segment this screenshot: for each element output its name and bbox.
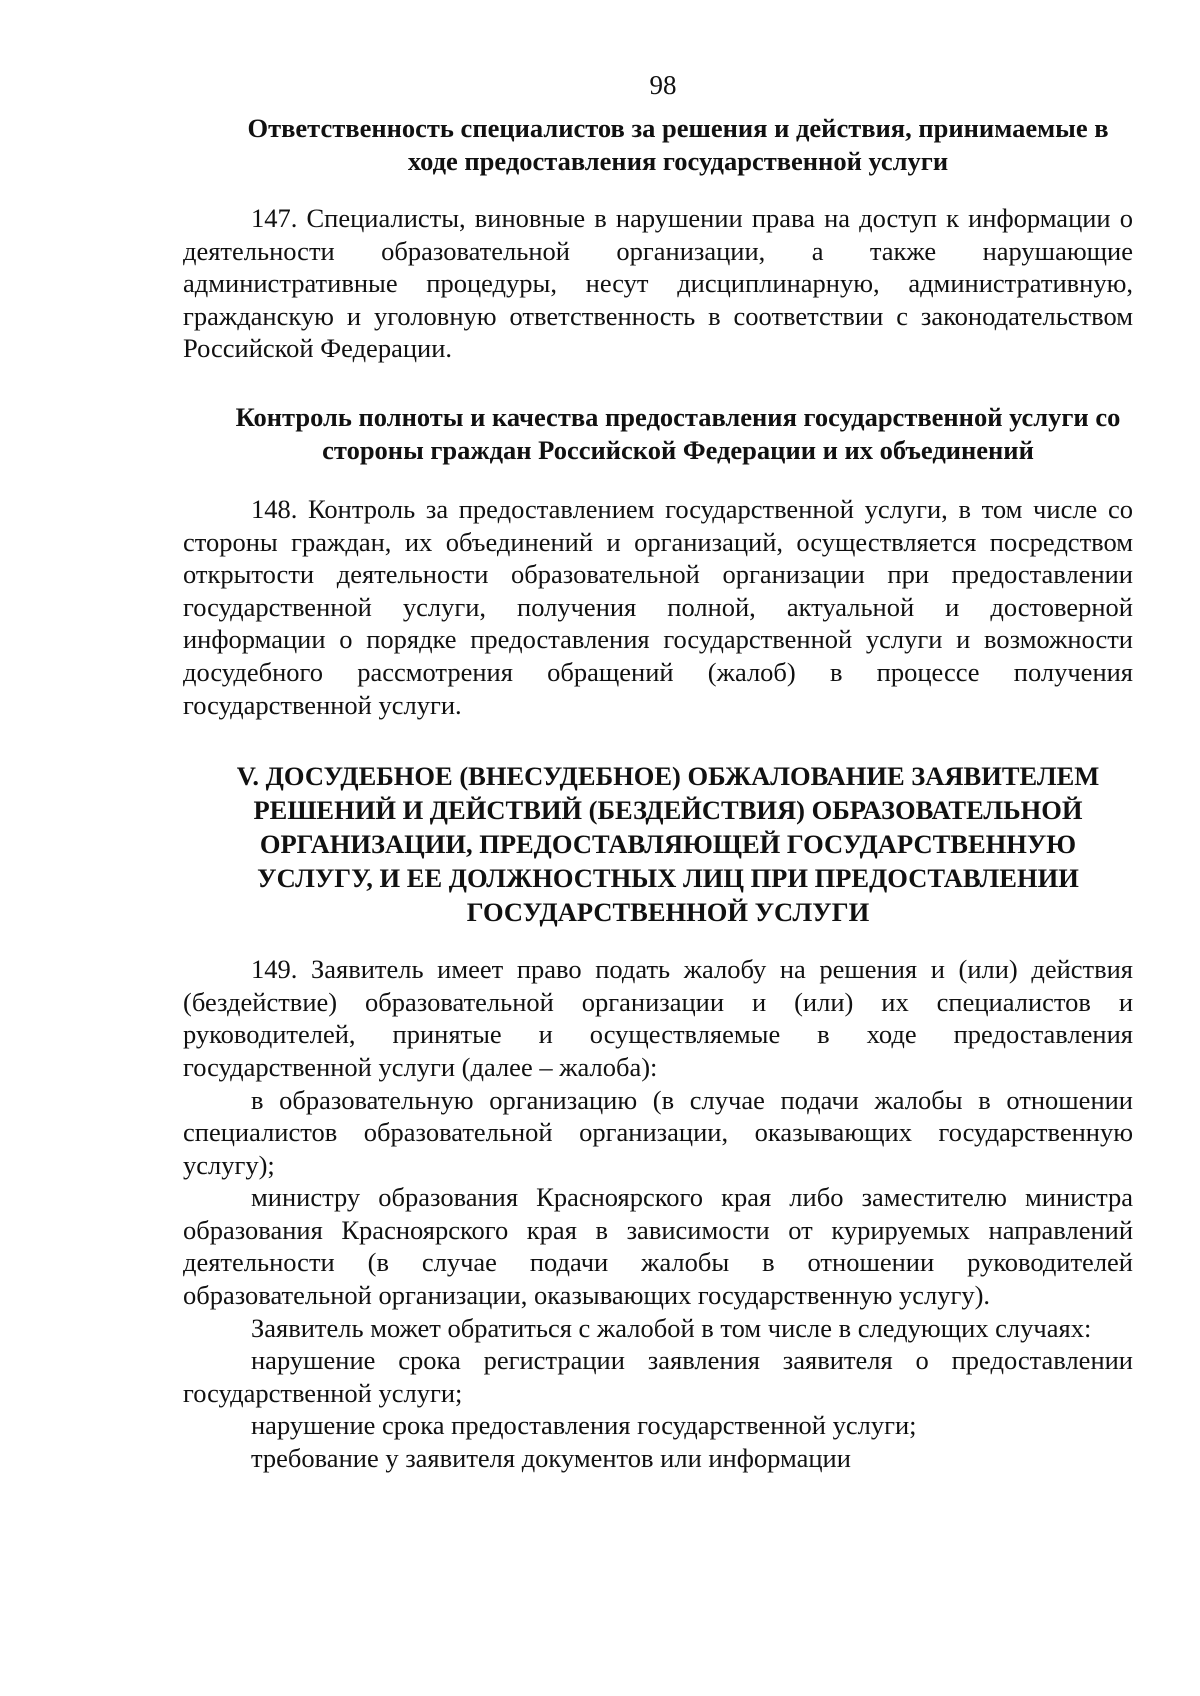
paragraph-147: 147. Специалисты, виновные в нарушении права на доступ к информации о деятельности образовательной организации, а также нарушающие административные процедуры, несут дисциплинарную, административную, гражданскую и уголовную ответственность в соответствии с законодательством Российской Федерации. — [183, 203, 1133, 364]
case-item-3: требование у заявителя документов или информации — [251, 1443, 851, 1474]
case-item-1: нарушение срока регистрации заявления заявителя о предоставлении государственной услуги; — [183, 1345, 1133, 1408]
section-heading-control: Контроль полноты и качества предоставления государственной услуги со стороны граждан Российской Федерации и их объединений — [235, 401, 1121, 465]
paragraph-149-cases-intro: Заявитель может обратиться с жалобой в том числе в следующих случаях: — [251, 1312, 1092, 1343]
chapter-heading-v: V. ДОСУДЕБНОЕ (ВНЕСУДЕБНОЕ) ОБЖАЛОВАНИЕ ЗАЯВИТЕЛЕМ РЕШЕНИЙ И ДЕЙСТВИЙ (БЕЗДЕЙСТВИЯ) ОБРАЗОВАТЕЛЬНОЙ ОРГАНИЗАЦИИ, ПРЕДОСТАВЛЯЮЩЕЙ ГОСУДАРСТВЕННУЮ УСЛУГУ, И ЕЕ ДОЛЖНОСТНЫХ ЛИЦ ПРИ ПРЕДОСТАВЛЕНИИ ГОСУДАРСТВЕННОЙ УСЛУГИ — [236, 761, 1100, 928]
paragraph-149-item-2: министру образования Красноярского края либо заместителю министра образования Красноярского края в зависимости от курируемых направлений деятельности (в случае подачи жалобы в отношении руководителей образовательной организации, оказывающих государственную услугу). — [183, 1182, 1133, 1311]
paragraph-149-item-1: в образовательную организацию (в случае подачи жалобы в отношении специалистов образовательной организации, оказывающих государственную услугу); — [183, 1084, 1133, 1180]
section-heading-responsibility: Ответственность специалистов за решения и действия, принимаемые в ходе предоставления государственной услуги — [247, 113, 1109, 176]
paragraph-148: 148. Контроль за предоставлением государственной услуги, в том числе со стороны граждан, их объединений и организаций, осуществляется посредством открытости деятельности образовательной организации при предоставлении государственной услуги, получения полной, актуальной и достоверной информации о порядке предоставления государственной услуги и возможности досудебного рассмотрения обращений (жалоб) в процессе получения государственной услуги. — [183, 493, 1133, 720]
paragraph-149: 149. Заявитель имеет право подать жалобу на решения и (или) действия (бездействие) образовательной организации и (или) их специалистов и руководителей, принятые и осуществляемые в ходе предоставления государственной услуги (далее – жалоба): — [183, 954, 1133, 1082]
page-number: 98 — [649, 70, 677, 100]
page-content — [183, 68, 1133, 1475]
case-item-2: нарушение срока предоставления государственной услуги; — [251, 1410, 917, 1441]
